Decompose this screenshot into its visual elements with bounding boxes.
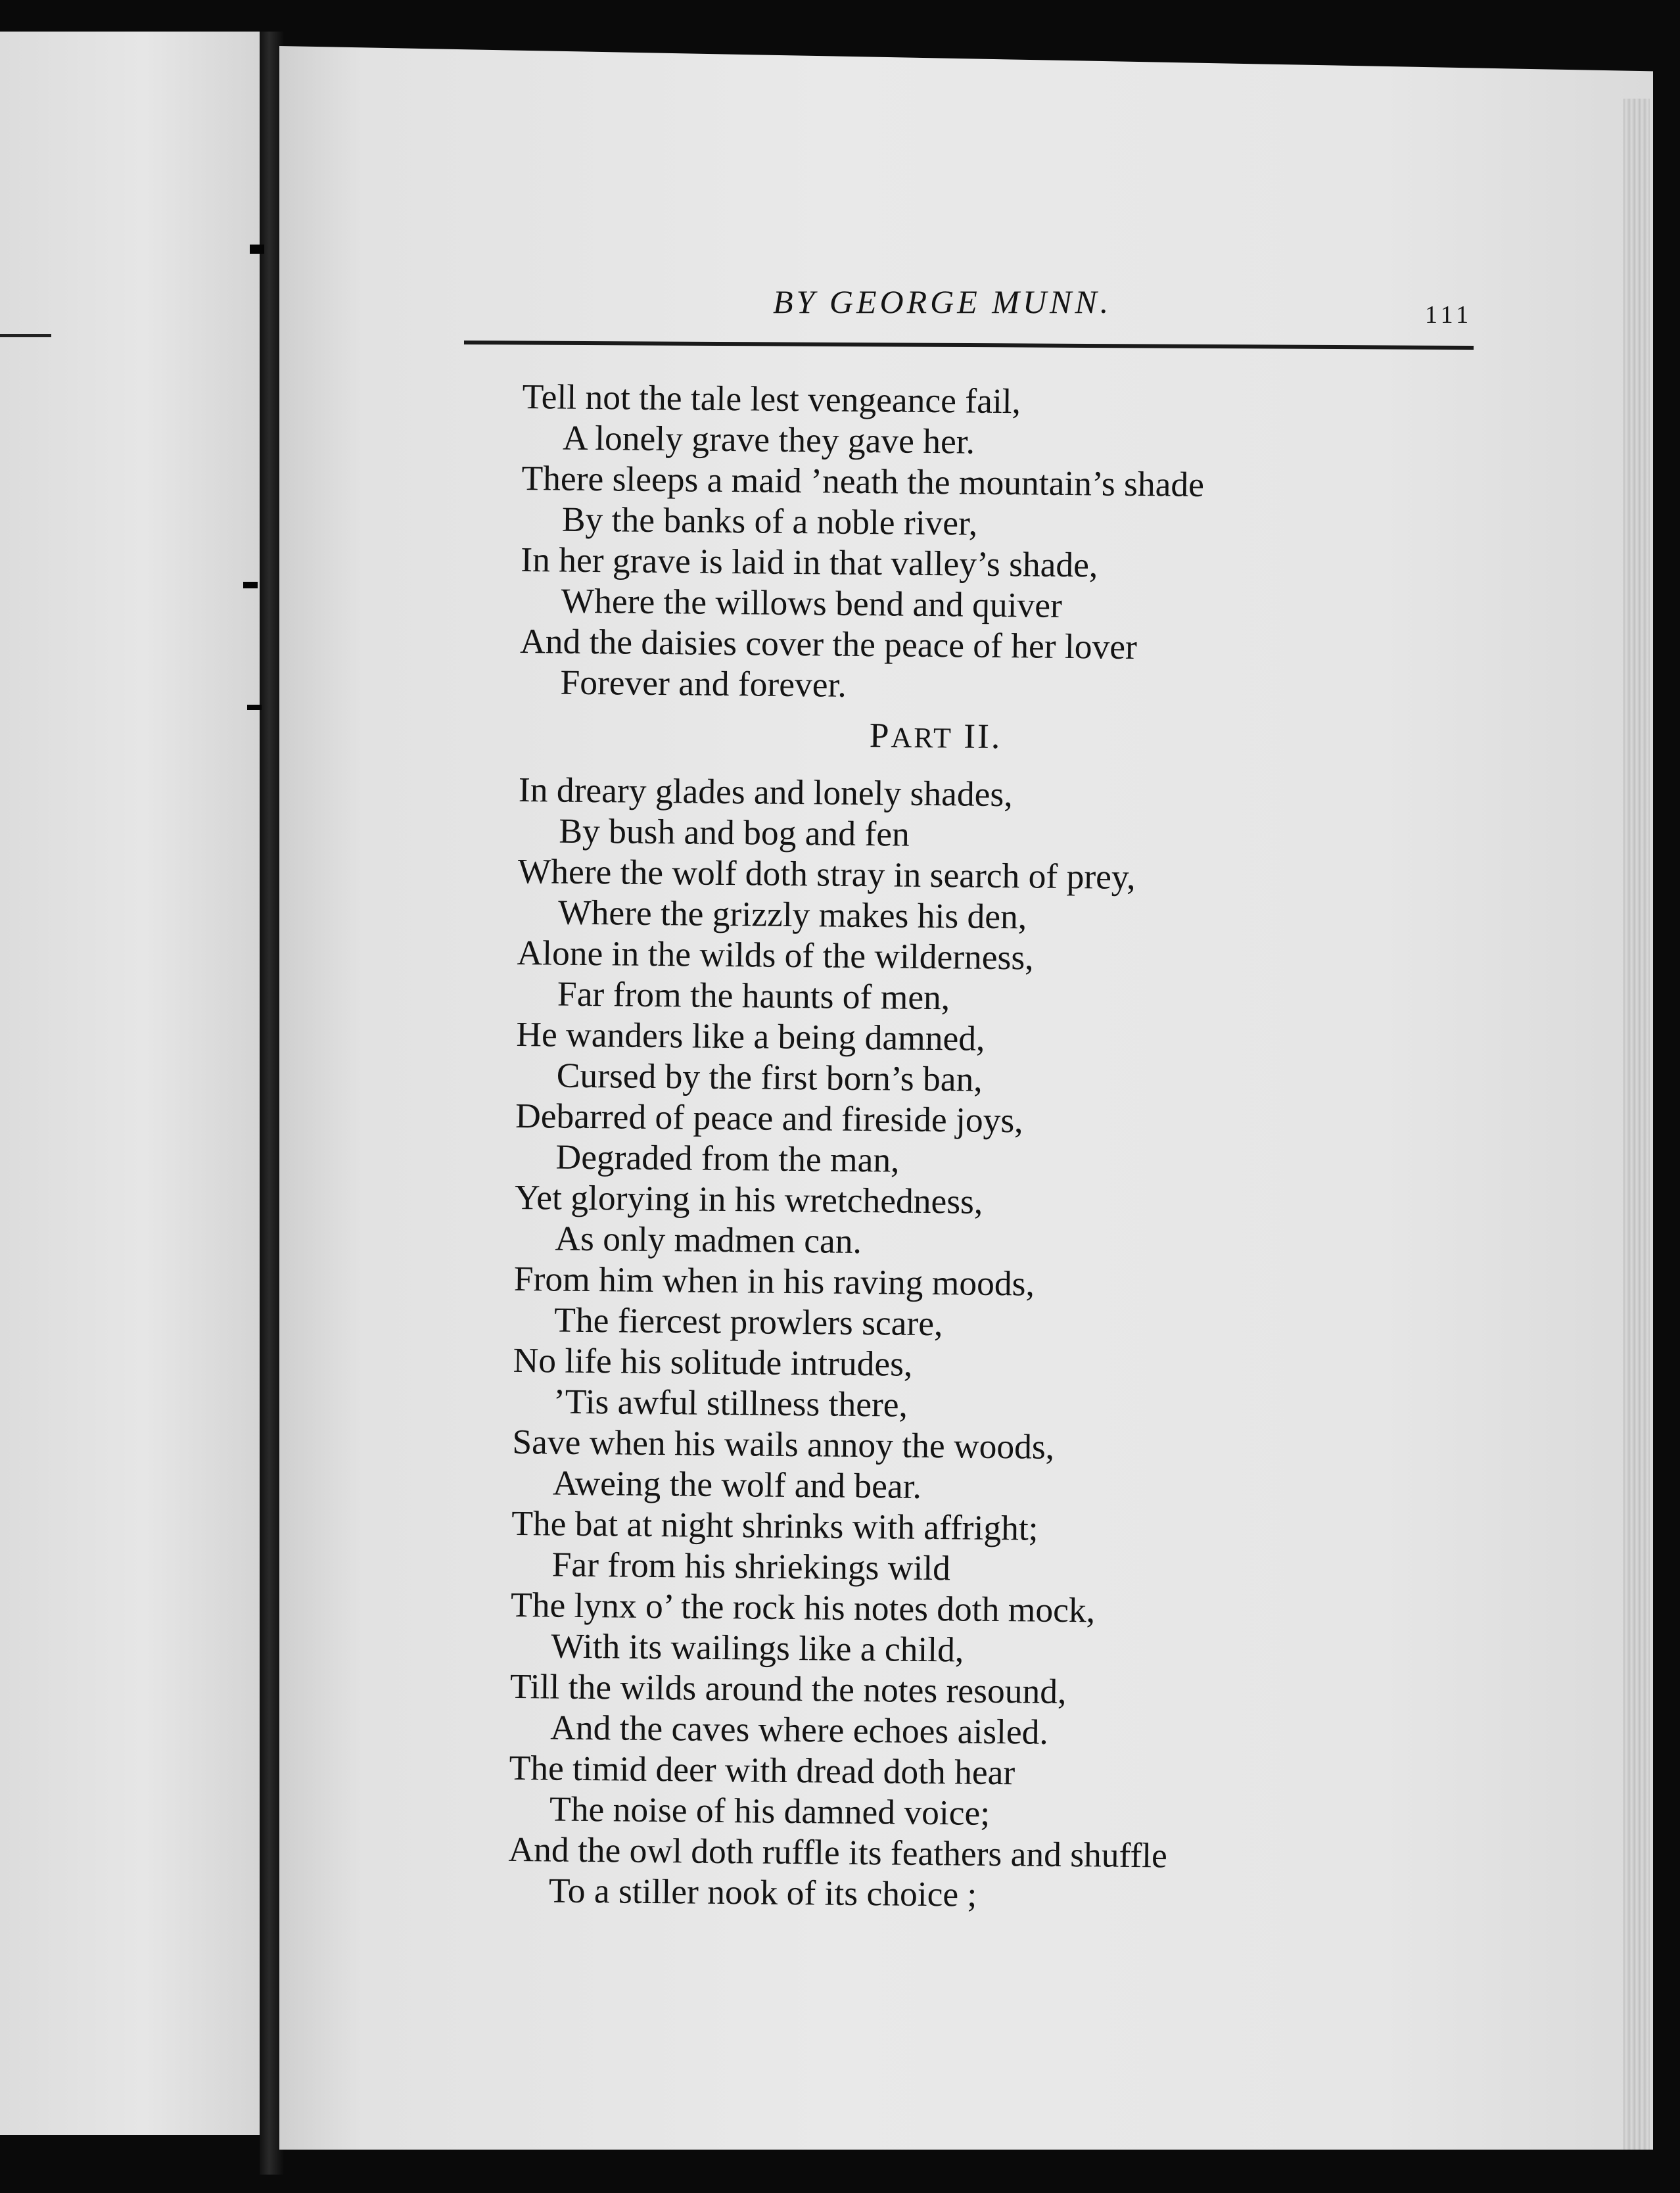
poem-line: In dreary glades and lonely shades, — [518, 769, 1013, 814]
poem-line: Far from the haunts of men, — [557, 974, 950, 1018]
poem-line: Forever and forever. — [560, 662, 847, 705]
poem-line: Where the grizzly makes his den, — [557, 892, 1027, 937]
poem-line: With its wailings like a child, — [551, 1626, 964, 1670]
poem-line: Where the willows bend and quiver — [561, 580, 1063, 625]
poem-line: The lynx o’ the rock his notes doth mock, — [510, 1584, 1096, 1630]
poem-line: The fiercest prowlers scare, — [553, 1300, 943, 1344]
running-title: BY GEORGE MUNN. — [773, 283, 1112, 320]
poem-line: As only madmen can. — [555, 1218, 862, 1262]
part-heading — [519, 711, 1453, 764]
part-numeral: II. — [963, 716, 1002, 757]
binding-mark — [247, 705, 262, 710]
stanza-2 — [508, 769, 1453, 1920]
binding-mark — [250, 245, 264, 254]
poem-line: The bat at night shrinks with affright; — [511, 1503, 1038, 1548]
poem-line: The timid deer with dread doth hear — [509, 1747, 1015, 1793]
poem-line: Till the wilds around the notes resound, — [509, 1666, 1067, 1712]
part-word: PART — [869, 715, 954, 755]
poem-line: Tell not the tale lest vengeance fail, — [522, 376, 1021, 421]
binding-mark — [243, 582, 258, 588]
poem-line: Far from his shriekings wild — [551, 1544, 951, 1588]
poem-line: And the owl doth ruffle its feathers and shuffle — [508, 1829, 1168, 1875]
poem-text — [508, 376, 1456, 1920]
poem-line: And the daisies cover the peace of her lover — [519, 621, 1138, 667]
poem-line: By bush and bog and fen — [559, 811, 910, 854]
poem-line: To a stiller nook of its choice ; — [548, 1870, 977, 1914]
previous-page-header-rule — [0, 334, 51, 337]
poem-line: ’Tis awful stillness there, — [553, 1381, 908, 1425]
poem-line: Aweing the wolf and bear. — [552, 1463, 922, 1506]
previous-page — [0, 32, 263, 2135]
poem-line: The noise of his damned voice; — [549, 1789, 991, 1833]
poem-line: Alone in the wilds of the wilderness, — [517, 932, 1034, 978]
page-edge-stack — [1623, 99, 1650, 2150]
poem-line: There sleeps a maid ’neath the mountain’s shade — [521, 458, 1205, 504]
stanza-1 — [519, 376, 1456, 711]
poem-line: Yet glorying in his wretchedness, — [514, 1177, 983, 1221]
poem-line: By the banks of a noble river, — [561, 499, 978, 543]
poem-line: No life his solitude intrudes, — [513, 1340, 913, 1384]
poem-line: In her grave is laid in that valley’s shade, — [521, 539, 1098, 585]
poem-line: He wanders like a being damned, — [516, 1014, 985, 1058]
poem-line: From him when in his raving moods, — [513, 1258, 1035, 1304]
poem-line: A lonely grave they gave her. — [562, 417, 975, 461]
poem-line: Save when his wails annoy the woods, — [512, 1421, 1055, 1467]
page-number: 111 — [1425, 301, 1473, 329]
poem-line: Degraded from the man, — [555, 1137, 900, 1180]
poem-line: Debarred of peace and fireside joys, — [515, 1095, 1023, 1141]
poem-line: Where the wolf doth stray in search of prey, — [517, 851, 1136, 897]
poem-line: And the caves where echoes aisled. — [549, 1707, 1049, 1752]
poem-line: Cursed by the first born’s ban, — [556, 1055, 983, 1099]
